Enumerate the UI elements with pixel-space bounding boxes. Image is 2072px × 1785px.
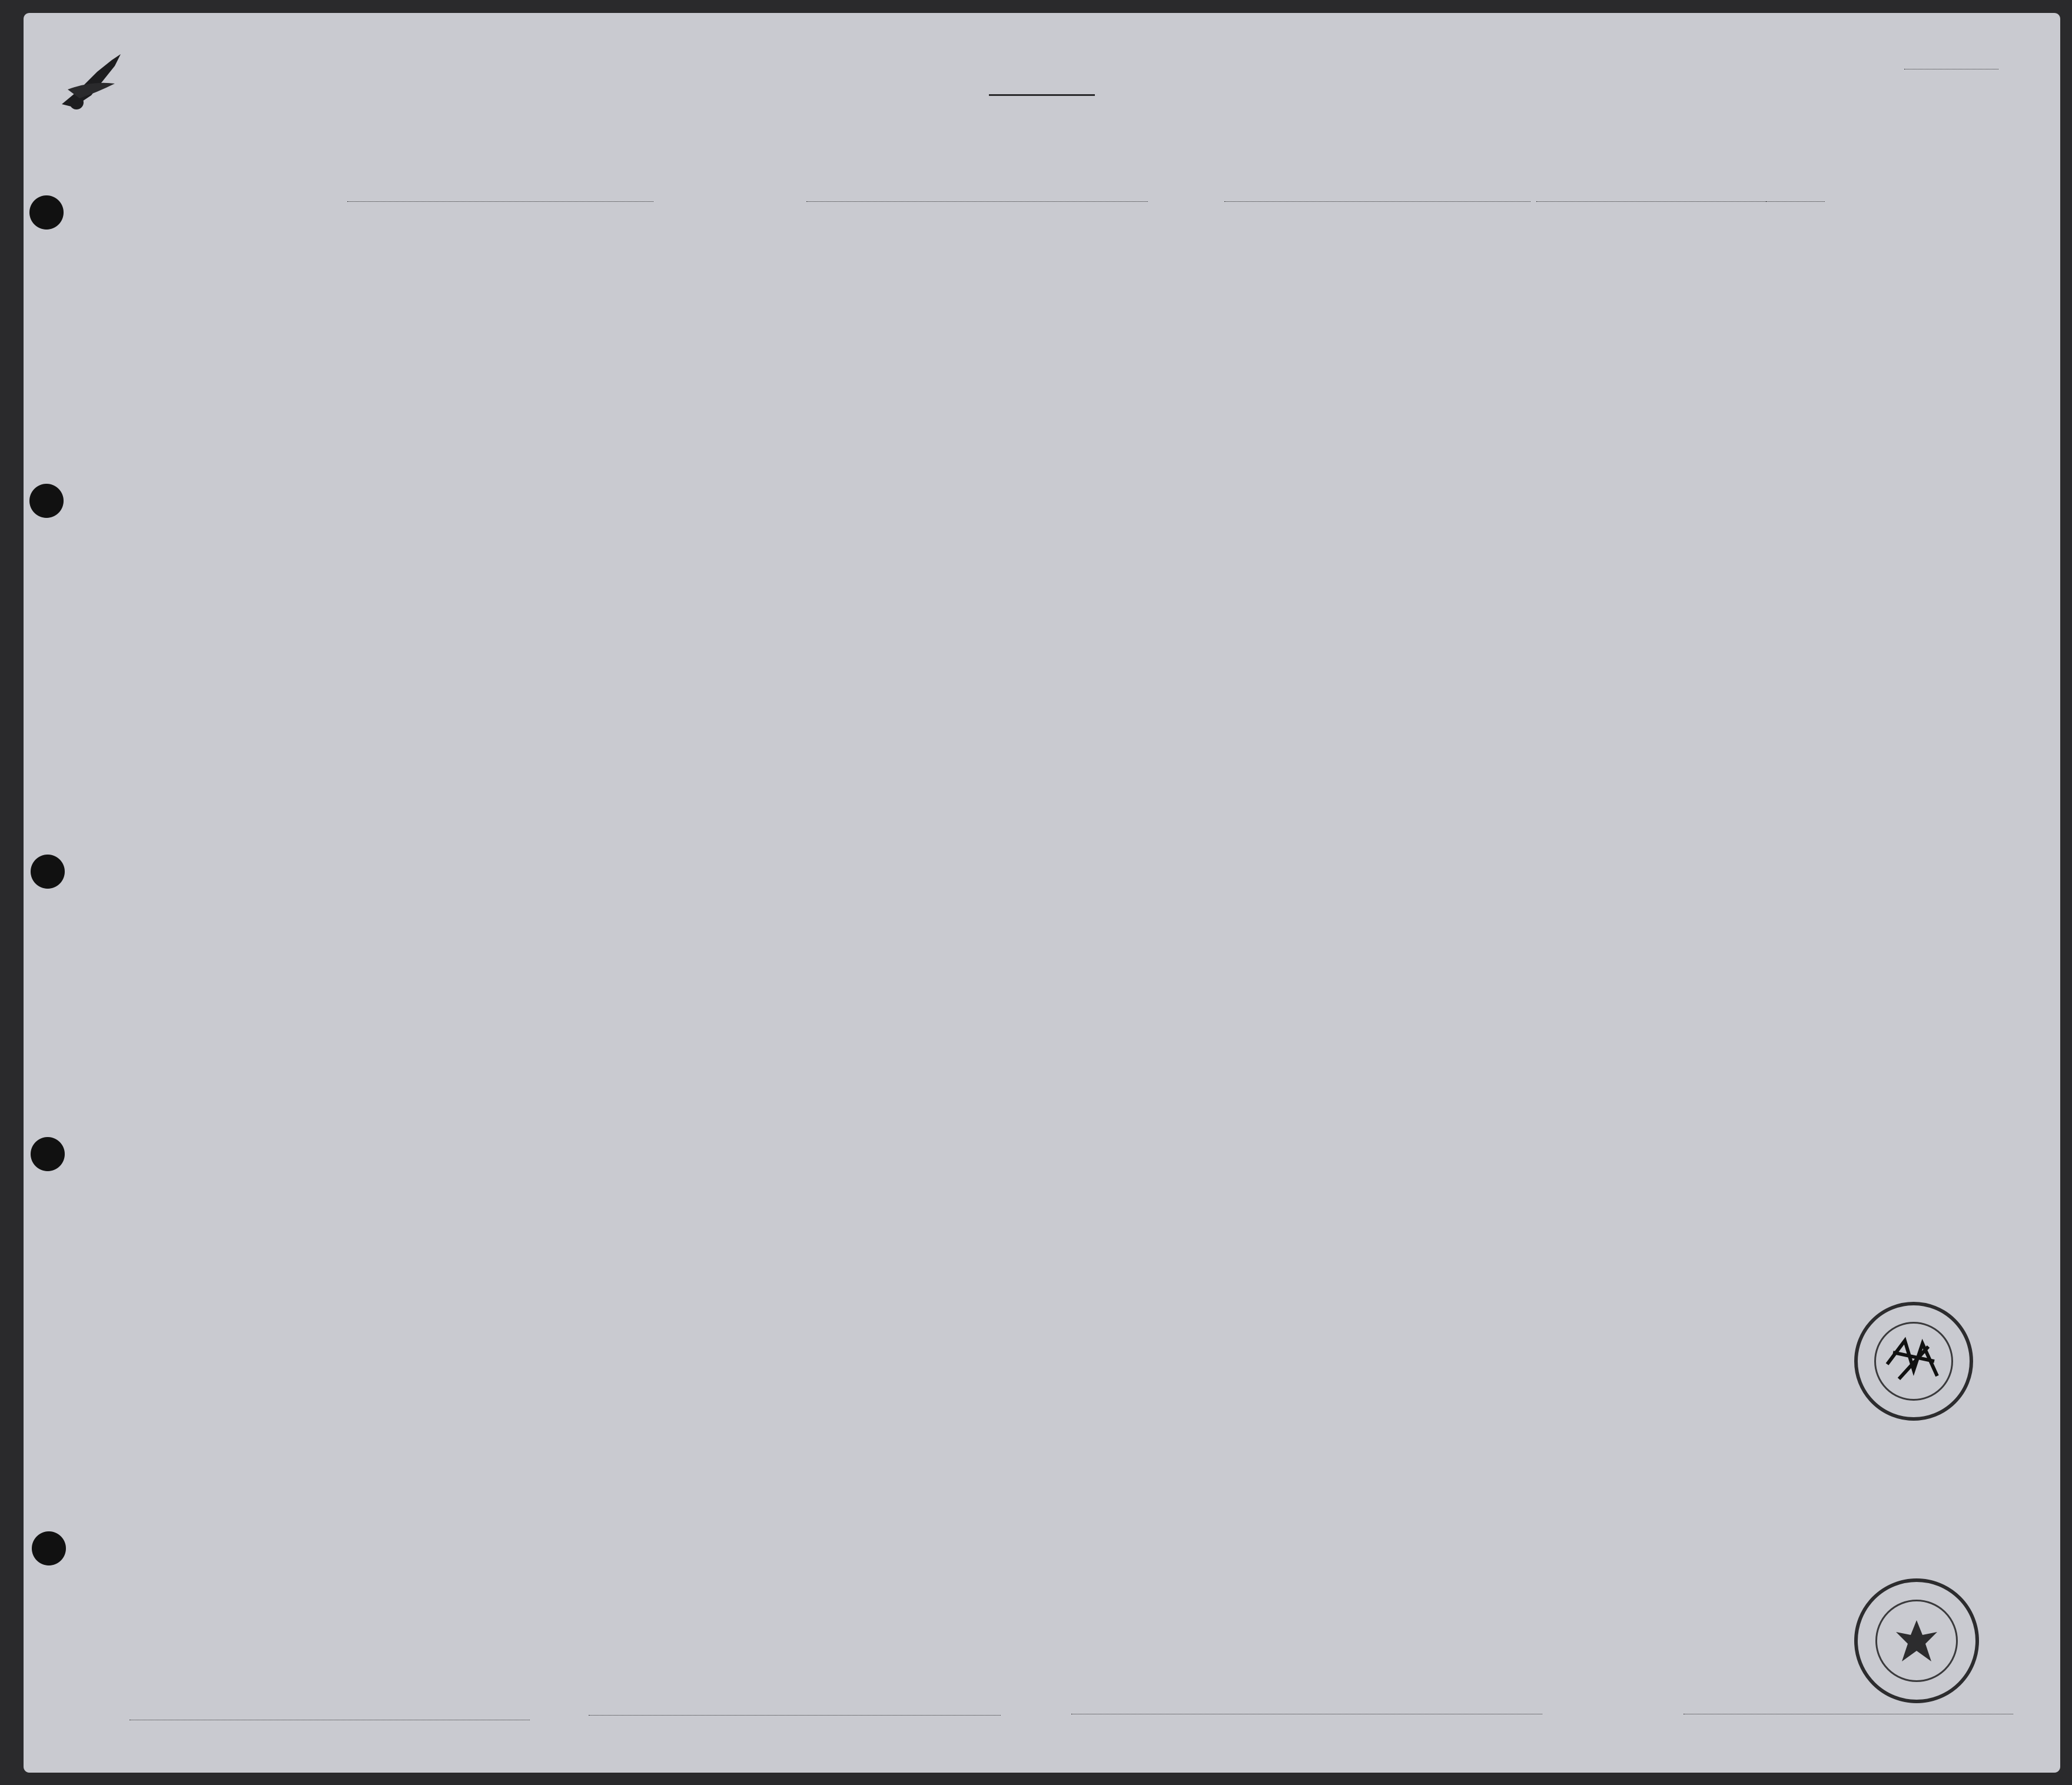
owners-rule (589, 1715, 1001, 1716)
manifest-table-grid (24, 13, 2060, 1773)
manifest-sheet (24, 13, 2060, 1773)
us-consulate-stamp (1854, 1578, 1979, 1703)
veracruz-consulate-stamp (1854, 1302, 1973, 1421)
eagle-seal-icon (1890, 1614, 1943, 1667)
stamp-signature-scribble (1881, 1329, 1946, 1394)
